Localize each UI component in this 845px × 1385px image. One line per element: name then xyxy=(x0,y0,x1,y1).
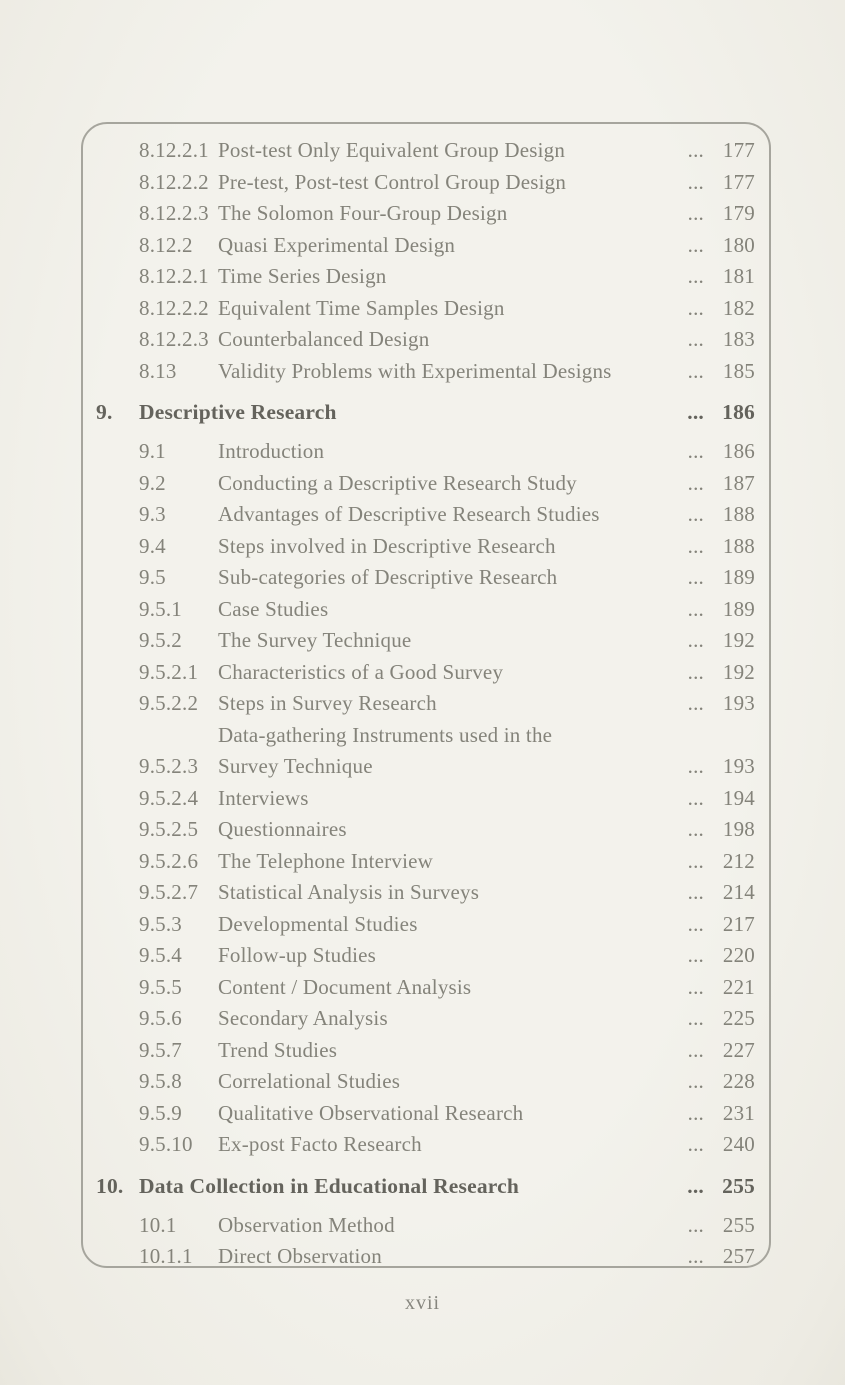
toc-entry xyxy=(83,1210,769,1242)
entry-title: Introduction xyxy=(218,439,325,463)
entry-title: The Telephone Interview xyxy=(218,848,433,873)
entry-number: 10. xyxy=(96,1173,124,1198)
entry-title: Data Collection in Educational Research xyxy=(139,1173,520,1198)
entry-page-number: 183 xyxy=(722,327,755,351)
leader-dots: ... xyxy=(687,691,704,715)
entry-page-number: 194 xyxy=(722,785,755,810)
entry-number: 8.12.2.3 xyxy=(139,327,209,351)
entry-page-number: 177 xyxy=(722,138,755,162)
leader-dots: ... xyxy=(687,358,704,383)
entry-title: Pre-test, Post-test Control Group Design xyxy=(218,169,567,194)
entry-page-number: 255 xyxy=(722,1173,755,1198)
entry-page-number: 189 xyxy=(722,565,755,589)
entry-page-number: 227 xyxy=(722,1037,755,1062)
leader-dots: ... xyxy=(687,817,704,841)
leader-dots: ... xyxy=(687,628,704,652)
toc-entry xyxy=(83,293,769,325)
entry-page-number: 186 xyxy=(722,439,755,463)
entry-title: Developmental Studies xyxy=(218,911,418,936)
toc-entry xyxy=(83,531,769,563)
entry-page-number: 257 xyxy=(722,1244,755,1268)
entry-page-number: 188 xyxy=(722,533,755,558)
leader-dots: ... xyxy=(687,264,704,288)
entry-number: 9.5.2 xyxy=(139,628,182,652)
entry-number: 8.13 xyxy=(139,358,177,383)
toc-entry xyxy=(83,261,769,293)
entry-page-number: 185 xyxy=(722,358,755,383)
leader-dots: ... xyxy=(687,327,704,351)
entry-number: 9. xyxy=(96,400,113,424)
entry-page-number: 220 xyxy=(722,943,755,967)
entry-page-number: 182 xyxy=(722,295,755,320)
entry-title: Descriptive Research xyxy=(139,400,337,424)
toc-entry xyxy=(83,657,769,689)
leader-dots: ... xyxy=(687,400,704,424)
entry-page-number: 225 xyxy=(722,1006,755,1030)
entry-number: 9.5.2.4 xyxy=(139,785,199,810)
leader-dots: ... xyxy=(687,533,704,558)
entry-title: Trend Studies xyxy=(218,1037,338,1062)
toc-entry xyxy=(83,562,769,594)
toc-entry xyxy=(83,499,769,531)
entry-number: 9.2 xyxy=(139,470,166,495)
leader-dots: ... xyxy=(687,502,704,526)
leader-dots: ... xyxy=(687,138,704,162)
leader-dots: ... xyxy=(687,201,704,225)
entry-number: 9.3 xyxy=(139,502,166,526)
toc-entry xyxy=(83,594,769,626)
entry-number: 9.5.2.6 xyxy=(139,848,199,873)
toc-entry xyxy=(83,688,769,720)
toc-chapter-entry xyxy=(83,396,769,429)
entry-title: The Solomon Four-Group Design xyxy=(218,201,508,225)
toc-entry xyxy=(83,1098,769,1130)
entry-number: 9.5.2.5 xyxy=(139,817,199,841)
entry-page-number: 177 xyxy=(722,169,755,194)
entry-number: 9.1 xyxy=(139,439,166,463)
entry-number: 8.12.2.2 xyxy=(139,169,209,194)
toc-entry xyxy=(83,814,769,846)
entry-title: Statistical Analysis in Surveys xyxy=(218,880,480,904)
entry-title: Direct Observation xyxy=(218,1244,382,1268)
entry-title: Steps in Survey Research xyxy=(218,691,437,715)
entry-page-number: 255 xyxy=(722,1212,755,1237)
leader-dots: ... xyxy=(687,565,704,589)
toc-entry xyxy=(83,972,769,1004)
leader-dots: ... xyxy=(687,1037,704,1062)
toc-entry xyxy=(83,468,769,500)
entry-number: 8.12.2.1 xyxy=(139,264,209,288)
leader-dots: ... xyxy=(687,880,704,904)
entry-page-number: 180 xyxy=(722,232,755,257)
toc-entry xyxy=(83,1035,769,1067)
entry-page-number: 217 xyxy=(722,911,755,936)
entry-page-number: 187 xyxy=(722,470,755,495)
entry-title: Content / Document Analysis xyxy=(218,974,472,999)
leader-dots: ... xyxy=(687,596,704,621)
entry-title: Correlational Studies xyxy=(218,1069,401,1093)
entry-number: 9.5.6 xyxy=(139,1006,182,1030)
toc-entry xyxy=(83,625,769,657)
entry-number: 9.5.5 xyxy=(139,974,182,999)
entry-number: 9.5.7 xyxy=(139,1037,182,1062)
entry-title: The Survey Technique xyxy=(218,628,412,652)
toc-entry xyxy=(83,1129,769,1161)
entry-page-number: 179 xyxy=(722,201,755,225)
leader-dots: ... xyxy=(687,295,704,320)
entry-number: 9.5 xyxy=(139,565,166,589)
toc-panel xyxy=(81,122,771,1268)
entry-page-number: 221 xyxy=(722,974,755,999)
entry-number: 9.5.4 xyxy=(139,943,182,967)
entry-page-number: 193 xyxy=(722,754,755,778)
entry-page-number: 193 xyxy=(722,691,755,715)
page-footer-roman-numeral: xvii xyxy=(404,1292,441,1314)
entry-title: Advantages of Descriptive Research Studies xyxy=(218,502,600,526)
entry-title xyxy=(218,720,688,783)
entry-number: 9.5.9 xyxy=(139,1100,182,1125)
toc-entry xyxy=(83,1066,769,1098)
entry-page-number: 181 xyxy=(722,264,755,288)
entry-number: 9.5.2.1 xyxy=(139,659,199,684)
leader-dots: ... xyxy=(687,754,704,778)
toc-entry xyxy=(83,356,769,388)
leader-dots: ... xyxy=(687,1173,704,1198)
entry-title: Validity Problems with Experimental Designs xyxy=(218,358,612,383)
entry-title: Questionnaires xyxy=(218,817,347,841)
entry-page-number: 212 xyxy=(722,848,755,873)
entry-number: 8.12.2.3 xyxy=(139,201,209,225)
toc-entry xyxy=(83,720,769,783)
toc-entry xyxy=(83,1003,769,1035)
toc-entry xyxy=(83,940,769,972)
entry-page-number: 198 xyxy=(722,817,755,841)
toc-entry xyxy=(83,135,769,167)
entry-page-number: 189 xyxy=(722,596,755,621)
toc-entry xyxy=(83,1241,769,1273)
leader-dots: ... xyxy=(687,785,704,810)
entry-title: Steps involved in Descriptive Research xyxy=(218,533,556,558)
toc-entry xyxy=(83,167,769,199)
entry-title: Sub-categories of Descriptive Research xyxy=(218,565,558,589)
toc-entry xyxy=(83,324,769,356)
leader-dots: ... xyxy=(687,1244,704,1268)
entry-title: Counterbalanced Design xyxy=(218,327,430,351)
toc-entry xyxy=(83,877,769,909)
toc-entry xyxy=(83,230,769,262)
entry-title: Qualitative Observational Research xyxy=(218,1100,524,1125)
toc-entry xyxy=(83,436,769,468)
entry-page-number: 240 xyxy=(722,1132,755,1156)
entry-number: 9.5.3 xyxy=(139,911,182,936)
toc-entry xyxy=(83,909,769,941)
entry-page-number: 186 xyxy=(722,400,755,424)
leader-dots: ... xyxy=(687,169,704,194)
entry-title: Conducting a Descriptive Research Study xyxy=(218,470,577,495)
entry-title-line-1: Data-gathering Instruments used in the xyxy=(218,722,553,747)
entry-title: Observation Method xyxy=(218,1212,395,1237)
leader-dots: ... xyxy=(687,974,704,999)
entry-title: Follow-up Studies xyxy=(218,943,376,967)
entry-page-number: 231 xyxy=(722,1100,755,1125)
entry-title: Interviews xyxy=(218,785,309,810)
leader-dots: ... xyxy=(687,439,704,463)
entry-page-number: 188 xyxy=(722,502,755,526)
entry-title: Quasi Experimental Design xyxy=(218,232,456,257)
entry-title-line-2: Survey Technique xyxy=(218,754,373,778)
entry-number: 8.12.2.1 xyxy=(139,138,209,162)
entry-number: 9.4 xyxy=(139,533,166,558)
entry-page-number: 228 xyxy=(722,1069,755,1093)
entry-number: 8.12.2.2 xyxy=(139,295,209,320)
leader-dots: ... xyxy=(687,659,704,684)
entry-number: 10.1.1 xyxy=(139,1244,193,1268)
entry-page-number: 192 xyxy=(722,659,755,684)
toc-chapter-entry xyxy=(83,1170,769,1203)
entry-number: 10.1 xyxy=(139,1212,177,1237)
entry-title: Characteristics of a Good Survey xyxy=(218,659,504,684)
toc-entry xyxy=(83,198,769,230)
entry-title: Secondary Analysis xyxy=(218,1006,388,1030)
leader-dots: ... xyxy=(687,848,704,873)
entry-title: Post-test Only Equivalent Group Design xyxy=(218,138,566,162)
leader-dots: ... xyxy=(687,1132,704,1156)
leader-dots: ... xyxy=(687,1100,704,1125)
entry-page-number: 192 xyxy=(722,628,755,652)
leader-dots: ... xyxy=(687,470,704,495)
entry-title: Time Series Design xyxy=(218,264,387,288)
leader-dots: ... xyxy=(687,232,704,257)
entry-number: 9.5.2.7 xyxy=(139,880,199,904)
entry-number: 9.5.8 xyxy=(139,1069,182,1093)
entry-title: Case Studies xyxy=(218,596,329,621)
leader-dots: ... xyxy=(687,943,704,967)
leader-dots: ... xyxy=(687,1006,704,1030)
leader-dots: ... xyxy=(687,1069,704,1093)
toc-entry xyxy=(83,783,769,815)
entry-page-number: 214 xyxy=(722,880,755,904)
entry-number: 8.12.2 xyxy=(139,232,193,257)
leader-dots: ... xyxy=(687,1212,704,1237)
entry-number: 9.5.2.2 xyxy=(139,691,199,715)
entry-number: 9.5.2.3 xyxy=(139,754,199,778)
entry-number: 9.5.10 xyxy=(139,1132,193,1156)
leader-dots: ... xyxy=(687,911,704,936)
entry-title: Equivalent Time Samples Design xyxy=(218,295,505,320)
entry-number: 9.5.1 xyxy=(139,596,182,621)
entry-title: Ex-post Facto Research xyxy=(218,1132,422,1156)
toc-entry xyxy=(83,846,769,878)
